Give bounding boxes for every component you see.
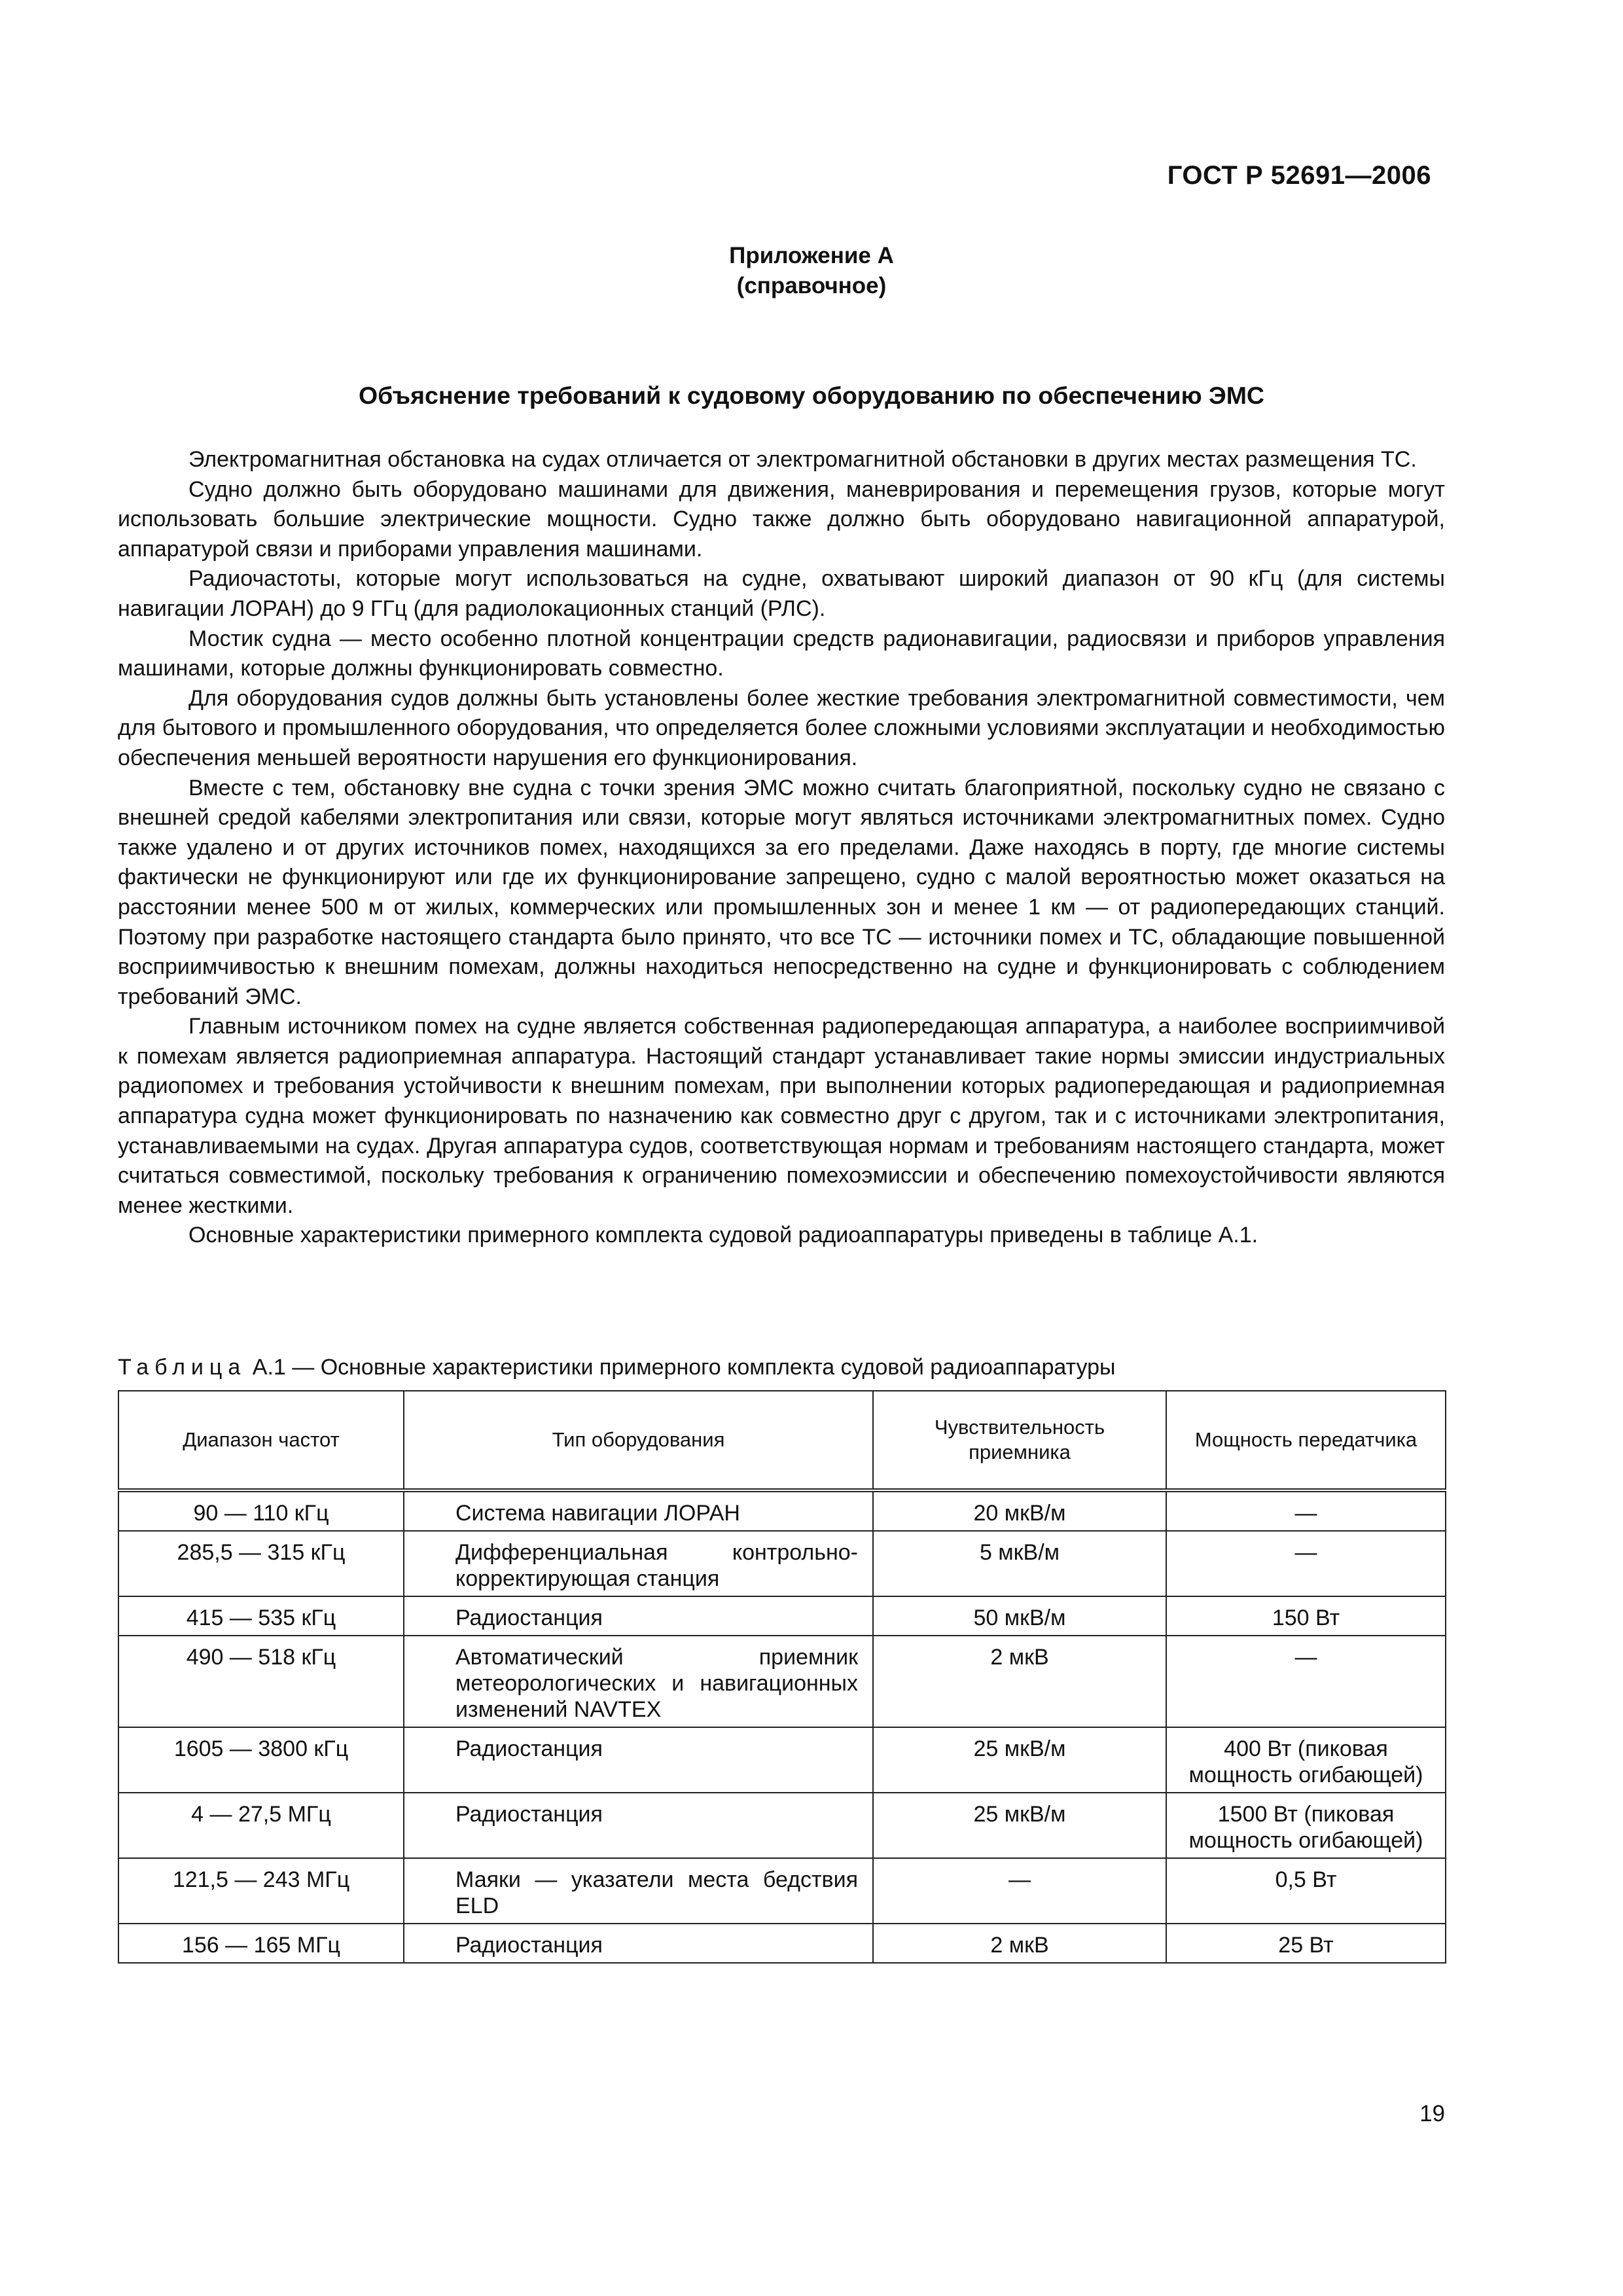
paragraph: Главным источником помех на судне является собственная радиопередающая аппаратура, а наиболее восприимчивой к помехам является радиоприемная аппаратура. Настоящий стандарт устанавливает такие нормы эмиссии индустриальных радиопомех и требования устойчивости к внешним помехам, при выполнении которых радиопередающая и радиоприемная аппаратура судна может функционировать по назначению как совместно друг с другом, так и с источниками электропитания, устанавливаемыми на судах. Другая аппаратура судов, соответствующая нормам и требованиям настоящего стандарта, может считаться совместимой, поскольку требования к ограничению помехоэмиссии и обеспечению помехоустойчивости являются менее жесткими.: [118, 1014, 1445, 1218]
cell-frequency: 90 — 110 кГц: [118, 1490, 404, 1531]
table-row: [118, 1596, 1446, 1636]
cell-sensitivity: 5 мкВ/м: [873, 1531, 1166, 1596]
cell-frequency: 1605 — 3800 кГц: [118, 1727, 404, 1793]
page-number: 19: [1419, 2101, 1445, 2126]
paragraph: Вместе с тем, обстановку вне судна с точки зрения ЭМС можно считать благоприятной, поскольку судно не связано с внешней средой кабелями электропитания или связи, которые могут являться источниками электромагнитных помех. Судно также удалено и от других источников помех, находящихся за его пределами. Даже находясь в порту, где многие системы фактически не функционируют или где их функционирование запрещено, судно с малой вероятностью может оказаться на расстоянии менее 500 м от жилых, коммерческих или промышленных зон и менее 1 км — от радиопередающих станций. Поэтому при разработке настоящего стандарта было принято, что все ТС — источники помех и ТС, обладающие повышенной восприимчивостью к внешним помехам, должны находиться непосредственно на судне и функционировать с соблюдением требований ЭМС.: [118, 775, 1445, 1009]
paragraph: Судно должно быть оборудовано машинами для движения, маневрирования и перемещения грузов, которые могут использовать большие электрические мощности. Судно также должно быть оборудовано навигационной аппаратурой, аппаратурой связи и приборами управления машинами.: [118, 476, 1445, 562]
cell-power: 0,5 Вт: [1166, 1858, 1446, 1924]
paragraph: Мостик судна — место особенно плотной концентрации средств радионавигации, радиосвязи и приборов управления машинами, которые должны функционировать совместно.: [118, 626, 1445, 681]
cell-frequency: 285,5 — 315 кГц: [118, 1531, 404, 1596]
cell-power: —: [1166, 1490, 1446, 1531]
column-header-power: Мощность передатчика: [1166, 1391, 1446, 1490]
paragraph: Электромагнитная обстановка на судах отличается от электромагнитной обстановки в других местах размещения ТС.: [188, 447, 1417, 472]
paragraph: Основные характеристики примерного комплекта судовой радиоаппаратуры приведены в таблице А.1.: [188, 1223, 1258, 1248]
cell-frequency: 4 — 27,5 МГц: [118, 1793, 404, 1858]
table-row: [118, 1793, 1446, 1858]
section-title: Объяснение требований к судовому оборудованию по обеспечению ЭМС: [358, 382, 1265, 409]
cell-frequency: 490 — 518 кГц: [118, 1636, 404, 1727]
cell-power: 1500 Вт (пиковая мощность огибающей): [1166, 1793, 1446, 1858]
column-header-sensitivity: Чувствительность приемника: [873, 1391, 1166, 1490]
cell-power: 25 Вт: [1166, 1924, 1446, 1963]
annex-type: (справочное): [736, 273, 887, 298]
cell-frequency: 415 — 535 кГц: [118, 1596, 404, 1636]
cell-equipment: Маяки — указатели места бедствия ELD: [404, 1858, 873, 1924]
paragraph: Для оборудования судов должны быть установлены более жесткие требования электромагнитной совместимости, чем для бытового и промышленного оборудования, что определяется более сложными условиями эксплуатации и необходимостью обеспечения меньшей вероятности нарушения его функционирования.: [118, 685, 1445, 770]
cell-sensitivity: 20 мкВ/м: [873, 1490, 1166, 1531]
paragraph: Радиочастоты, которые могут использоваться на судне, охватывают широкий диапазон от 90 кГц (для системы навигации ЛОРАН) до 9 ГГц (для радиолокационных станций (РЛС).: [118, 566, 1445, 621]
cell-power: —: [1166, 1636, 1446, 1727]
table-row: [118, 1924, 1446, 1963]
cell-equipment: Радиостанция: [404, 1727, 873, 1793]
table-row: [118, 1727, 1446, 1793]
cell-power: 400 Вт (пиковая мощность огибающей): [1166, 1727, 1446, 1793]
body-text: [118, 445, 1445, 1251]
column-header-frequency: Диапазон частот: [118, 1391, 404, 1490]
cell-frequency: 121,5 — 243 МГц: [118, 1858, 404, 1924]
table-header-row: [118, 1391, 1446, 1490]
annex-label: Приложение А: [729, 243, 894, 268]
table-row: [118, 1636, 1446, 1727]
table-caption-label: Таблица: [118, 1355, 247, 1380]
cell-equipment: Автоматический приемник метеорологических и навигационных изменений NAVTEX: [404, 1636, 873, 1727]
table-caption-text: А.1 — Основные характеристики примерного комплекта судовой радиоаппаратуры: [252, 1355, 1116, 1380]
cell-sensitivity: —: [873, 1858, 1166, 1924]
cell-sensitivity: 50 мкВ/м: [873, 1596, 1166, 1636]
document-code: ГОСТ Р 52691—2006: [1167, 161, 1431, 190]
cell-sensitivity: 25 мкВ/м: [873, 1727, 1166, 1793]
cell-equipment: Система навигации ЛОРАН: [404, 1490, 873, 1531]
cell-sensitivity: 2 мкВ: [873, 1636, 1166, 1727]
column-header-equipment: Тип оборудования: [404, 1391, 873, 1490]
cell-equipment: Радиостанция: [404, 1924, 873, 1963]
table-row: [118, 1858, 1446, 1924]
specifications-table: [118, 1390, 1446, 1964]
cell-power: 150 Вт: [1166, 1596, 1446, 1636]
cell-sensitivity: 25 мкВ/м: [873, 1793, 1166, 1858]
table-caption: [118, 1355, 1115, 1380]
cell-power: —: [1166, 1531, 1446, 1596]
cell-equipment: Дифференциальная контрольно-корректирующая станция: [404, 1531, 873, 1596]
cell-equipment: Радиостанция: [404, 1596, 873, 1636]
cell-equipment: Радиостанция: [404, 1793, 873, 1858]
cell-sensitivity: 2 мкВ: [873, 1924, 1166, 1963]
table-row: [118, 1490, 1446, 1531]
table-row: [118, 1531, 1446, 1596]
cell-frequency: 156 — 165 МГц: [118, 1924, 404, 1963]
